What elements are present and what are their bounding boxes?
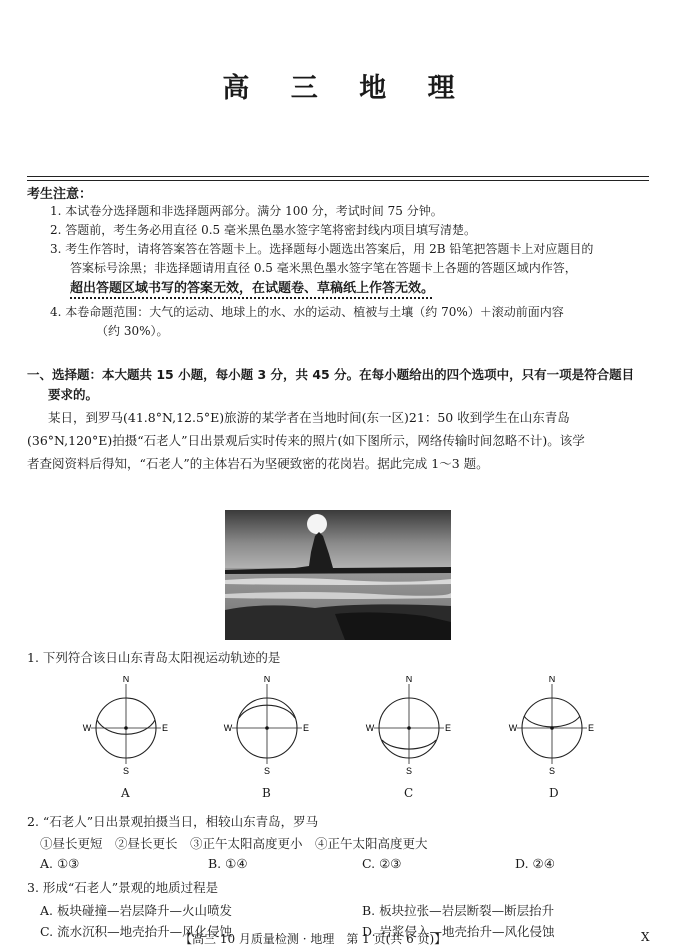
notice-item-3-cont: 答案标号涂黑；非选择题请用直径 0.5 毫米黑色墨水签字笔在答题卡上各题的答题区域内作答， <box>70 261 577 275</box>
q2-option-c: C. ②③ <box>362 856 402 871</box>
diagram-c <box>364 676 474 776</box>
notice-item-4: 4. 本卷命题范围：大气的运动、地球上的水、水的运动、植被与土壤（约 70%）＋滚动前面内容 <box>50 305 564 319</box>
passage-line-3: 者查阅资料后得知，“石老人”的主体岩石为坚硬致密的花岗岩。据此完成 1～3 题。 <box>27 456 489 471</box>
compass-w: W <box>508 723 518 733</box>
diagram-d <box>507 676 617 776</box>
compass-n: N <box>405 676 413 684</box>
passage-line-2: (36°N,120°E)拍摄“石老人”日出景观后实时传来的照片(如下图所示，网络传输时间忽略不计)。该学 <box>27 433 585 448</box>
passage-line-1: 某日，到罗马(41.8°N,12.5°E)旅游的某学者在当地时间(东一区)21：50 收到学生在山东青岛 <box>48 410 570 425</box>
compass-w: W <box>365 723 375 733</box>
notice-item-1: 1. 本试卷分选择题和非选择题两部分。满分 100 分，考试时间 75 分钟。 <box>50 204 443 218</box>
diagram-label-d: D <box>549 786 559 800</box>
header-rule-bottom <box>27 180 649 181</box>
sunrise-photo <box>225 510 451 640</box>
compass-e: E <box>444 723 452 733</box>
compass-n: N <box>548 676 556 684</box>
page-title: 高 三 地 理 <box>222 73 471 104</box>
q2-option-b: B. ①④ <box>208 856 248 871</box>
q2-statements: ①昼长更短 ②昼长更长 ③正午太阳高度更小 ④正午太阳高度更大 <box>40 836 428 851</box>
corner-mark: X <box>641 930 650 944</box>
q3-option-b: B. 板块拉张—岩层断裂—断层抬升 <box>362 903 555 918</box>
section-heading: 一、选择题：本大题共 15 小题，每小题 3 分，共 45 分。在每小题给出的四个选项中，只有一项是符合题目 <box>27 367 635 382</box>
compass-e: E <box>302 723 310 733</box>
notice-item-2: 2. 答题前，考生务必用直径 0.5 毫米黑色墨水签字笔将密封线内项目填写清楚。 <box>50 223 476 237</box>
notice-item-3: 3. 考生作答时，请将答案答在答题卡上。选择题每小题选出答案后，用 2B 铅笔把答题卡上对应题目的 <box>50 242 594 256</box>
diagram-b <box>222 676 332 776</box>
q3-option-a: A. 板块碰撞—岩层降升—火山喷发 <box>40 903 232 918</box>
compass-e: E <box>161 723 169 733</box>
header-rule-top <box>27 176 649 177</box>
diagram-label-a: A <box>121 786 130 800</box>
compass-s: S <box>122 766 130 776</box>
q2-option-a: A. ①③ <box>40 856 80 871</box>
compass-n: N <box>263 676 271 684</box>
q3-option-d: D. 岩浆侵入—地壳抬升—风化侵蚀 <box>362 924 555 939</box>
page-footer: 【高三 10 月质量检测 · 地理 第 1 页(共 6 页)】 <box>180 932 447 946</box>
section-heading-cont: 要求的。 <box>48 387 99 402</box>
diagram-a <box>81 676 191 776</box>
notice-warning: 超出答题区域书写的答案无效，在试题卷、草稿纸上作答无效。 <box>70 281 435 296</box>
compass-e: E <box>587 723 595 733</box>
q2-stem: 2. “石老人”日出景观拍摄当日，相较山东青岛，罗马 <box>27 814 319 829</box>
compass-s: S <box>263 766 271 776</box>
q2-option-d: D. ②④ <box>515 856 555 871</box>
compass-n: N <box>122 676 130 684</box>
q3-option-c: C. 流水沉积—地壳抬升—风化侵蚀 <box>40 924 233 939</box>
q1-stem: 1. 下列符合该日山东青岛太阳视运动轨迹的是 <box>27 650 281 665</box>
notice-heading: 考生注意： <box>27 187 93 202</box>
compass-w: W <box>82 723 92 733</box>
diagram-label-b: B <box>262 786 271 800</box>
q3-stem: 3. 形成“石老人”景观的地质过程是 <box>27 880 219 895</box>
compass-w: W <box>223 723 233 733</box>
diagram-label-c: C <box>404 786 414 800</box>
notice-item-4-cont: （约 30%）。 <box>96 324 169 338</box>
compass-s: S <box>405 766 413 776</box>
compass-s: S <box>548 766 556 776</box>
